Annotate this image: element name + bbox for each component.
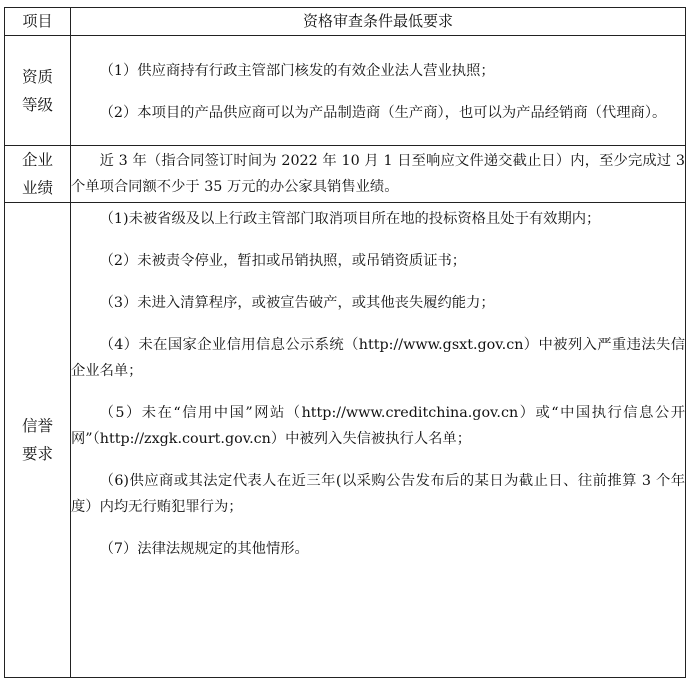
requirement-paragraph: （2）本项目的产品供应商可以为产品制造商（生产商），也可以为产品经销商（代理商）。 [99, 104, 667, 121]
requirement-paragraph: （5）未在“信用中国”网站（http://www.creditchina.gov.cn）或“中国执行信息公开网”（http://zxgk.court.gov.cn）中被列入失信被执行人名单； [71, 405, 685, 447]
category-label: 信誉 [21, 417, 53, 435]
requirement-paragraph: （7）法律法规规定的其他情形。 [99, 541, 309, 557]
category-label: 等级 [21, 95, 53, 114]
qualification-requirements-table [4, 7, 686, 678]
table-row-credit [5, 203, 686, 678]
requirement-paragraph: （1）供应商持有行政主管部门核发的有效企业法人营业执照； [99, 62, 495, 79]
requirement-paragraph: （3）未进入清算程序，或被宣告破产，或其他丧失履约能力； [99, 295, 495, 311]
requirement-cell [71, 36, 686, 146]
category-cell [5, 146, 71, 203]
table-row-qualification [5, 36, 686, 146]
requirement-paragraph: （4）未在国家企业信用信息公示系统（http://www.gsxt.gov.cn）中被列入严重违法失信企业名单； [71, 337, 685, 379]
category-cell [5, 203, 71, 678]
requirement-paragraph: （6)供应商或其法定代表人在近三年(以采购公告发布后的某日为截止日、往前推算 3 个年度）内均无行贿犯罪行为； [71, 473, 685, 515]
table-row-performance [5, 146, 686, 203]
requirement-cell [71, 203, 686, 678]
requirement-cell [71, 146, 686, 203]
category-cell [5, 36, 71, 146]
requirement-paragraph: （1)未被省级及以上行政主管部门取消项目所在地的投标资格且处于有效期内； [99, 211, 601, 227]
category-label: 要求 [21, 445, 53, 463]
requirement-paragraph: （2）未被责令停业，暂扣或吊销执照，或吊销资质证书； [99, 253, 467, 269]
category-label: 业绩 [21, 179, 53, 197]
header-requirement: 资格审查条件最低要求 [71, 8, 686, 36]
table-header-row [5, 8, 686, 36]
category-label: 资质 [21, 67, 53, 86]
category-label: 企业 [21, 151, 53, 169]
header-item: 项目 [5, 8, 71, 36]
requirement-paragraph: 近 3 年（指合同签订时间为 2022 年 10 月 1 日至响应文件递交截止日）内，至少完成过 3 个单项合同额不少于 35 万元的办公家具销售业绩。 [71, 153, 685, 195]
